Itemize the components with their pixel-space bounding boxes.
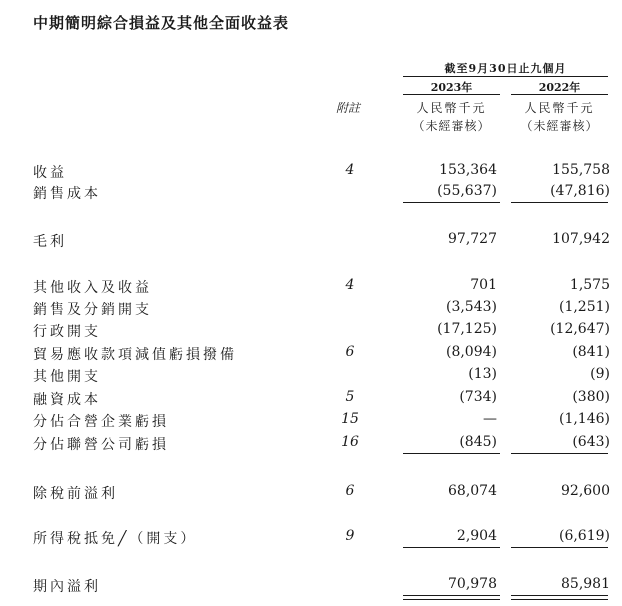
subtotal-rule-2023 — [403, 547, 500, 548]
table-row — [0, 277, 622, 297]
value-2022: (380) — [572, 389, 610, 405]
value-2022: 155,758 — [552, 162, 610, 178]
value-2023: (734) — [459, 389, 497, 405]
row-label: 收益 — [33, 165, 67, 181]
value-2022: (643) — [572, 434, 610, 450]
value-2023: 701 — [470, 277, 497, 293]
value-2022: (1,146) — [558, 411, 610, 427]
row-note: 6 — [345, 483, 355, 499]
total-double-rule-2022 — [511, 595, 608, 600]
table-row — [0, 344, 622, 364]
value-2023: (55,637) — [437, 183, 497, 199]
row-note: 15 — [341, 411, 359, 427]
value-2022: (6,619) — [558, 528, 610, 544]
row-label: 分佔合營企業虧損 — [33, 414, 169, 430]
value-2022: (841) — [572, 344, 610, 360]
table-row — [0, 162, 622, 182]
value-2022: 92,600 — [561, 483, 610, 499]
total-double-rule-2023 — [403, 595, 500, 600]
subtotal-rule-2022 — [511, 202, 608, 203]
table-row — [0, 321, 622, 341]
unit-2023: 人民幣千元 — [416, 101, 487, 115]
row-label: 銷售及分銷開支 — [33, 302, 152, 318]
value-2023: (8,094) — [445, 344, 497, 360]
year-2022-rule — [511, 94, 608, 95]
table-row — [0, 183, 622, 203]
row-label: 貿易應收款項減值虧損撥備 — [33, 347, 237, 363]
row-note: 6 — [345, 344, 355, 360]
value-2023: (845) — [459, 434, 497, 450]
subtotal-rule-2023 — [403, 202, 500, 203]
period-header: 截至9月30日止九個月 — [444, 62, 567, 75]
value-2022: (1,251) — [558, 299, 610, 315]
value-2023: (3,543) — [445, 299, 497, 315]
audit-2022: （未經審核） — [520, 119, 599, 133]
value-2022: (9) — [590, 366, 610, 382]
row-label: 其他收入及收益 — [33, 280, 152, 296]
table-row — [0, 389, 622, 409]
subtotal-rule-2022 — [511, 547, 608, 548]
value-2023: 70,978 — [448, 576, 497, 592]
row-label: 行政開支 — [33, 324, 101, 340]
row-note: 4 — [345, 162, 355, 178]
row-label: 所得稅抵免╱（開支） — [33, 531, 198, 547]
table-row — [0, 411, 622, 431]
value-2023: 97,727 — [448, 231, 497, 247]
row-label: 其他開支 — [33, 369, 101, 385]
year-2023-header: 2023年 — [430, 81, 473, 94]
row-note: 4 — [345, 277, 355, 293]
value-2023: (17,125) — [437, 321, 497, 337]
row-label: 期內溢利 — [33, 579, 101, 595]
audit-2023: （未經審核） — [412, 119, 491, 133]
table-row — [0, 231, 622, 251]
table-row — [0, 576, 622, 596]
table-row — [0, 434, 622, 454]
unit-2022: 人民幣千元 — [524, 101, 595, 115]
row-note: 9 — [345, 528, 355, 544]
subtotal-rule-2022 — [511, 453, 608, 454]
row-label: 融資成本 — [33, 392, 101, 408]
subtotal-rule-2023 — [403, 453, 500, 454]
table-row — [0, 483, 622, 503]
value-2022: 1,575 — [569, 277, 610, 293]
value-2022: (47,816) — [550, 183, 610, 199]
value-2023: 153,364 — [439, 162, 497, 178]
value-2023: 68,074 — [448, 483, 497, 499]
row-label: 毛利 — [33, 234, 67, 250]
table-row — [0, 528, 622, 548]
table-row — [0, 366, 622, 386]
note-column-header: 附註 — [336, 101, 361, 115]
year-2022-header: 2022年 — [538, 81, 581, 94]
statement-title: 中期簡明綜合損益及其他全面收益表 — [33, 14, 290, 32]
value-2022: 85,981 — [561, 576, 610, 592]
period-rule — [403, 76, 608, 77]
row-label: 分佔聯營公司虧損 — [33, 437, 169, 453]
value-2022: 107,942 — [552, 231, 610, 247]
row-label: 銷售成本 — [33, 186, 101, 202]
year-2023-rule — [403, 94, 500, 95]
row-note: 16 — [341, 434, 359, 450]
value-2022: (12,647) — [550, 321, 610, 337]
row-note: 5 — [345, 389, 355, 405]
value-2023: (13) — [468, 366, 497, 382]
table-row — [0, 299, 622, 319]
value-2023: 2,904 — [456, 528, 497, 544]
row-label: 除稅前溢利 — [33, 486, 118, 502]
value-2023: — — [483, 411, 497, 427]
